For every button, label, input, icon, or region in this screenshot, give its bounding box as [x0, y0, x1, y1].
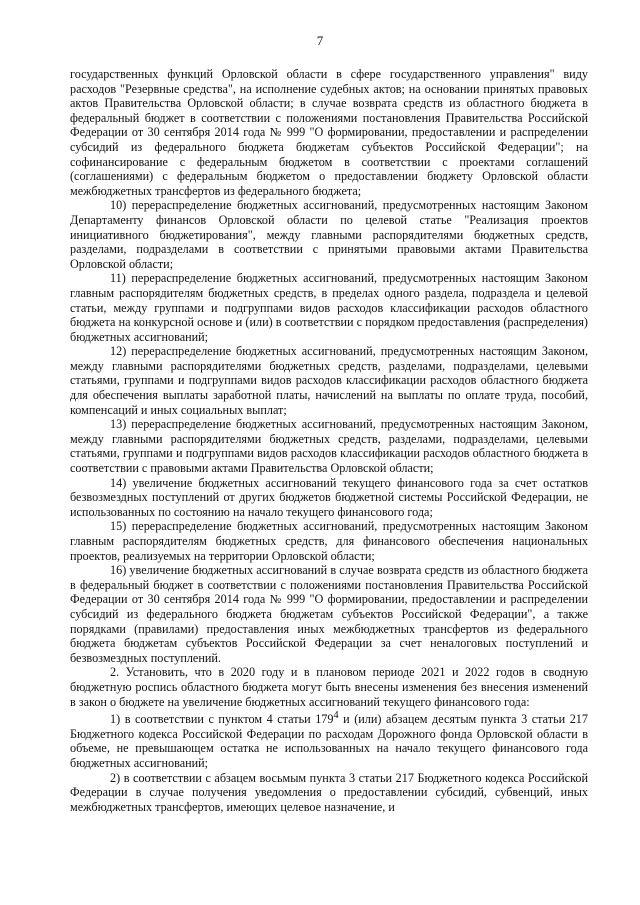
subitem-1-text-after: и (или) абзацем десятым пункта 3 статьи 217 Бюджетного кодекса Российской Федерации по расходам Дорожного фонда Орловской области в объеме, не превышающем остатка не использованных на начало текущего финансового года бюджетных ассигнований;	[70, 712, 588, 770]
paragraph-item-16: 16) увеличение бюджетных ассигнований в случае возврата средств из областного бюджета в федеральный бюджет в соответствии с положениями постановления Правительства Российской Федерации от 30 сентября 2014 года № 999 "О формировании, предоставлении и распределении субсидий из федерального бюджета бюджетам субъектов Российской Федерации", а также порядками (правилами) предоставления иных межбюджетных трансфертов из федерального бюджета бюджетам субъектов Российской Федерации за счет неналоговых поступлений и безвозмездных поступлений.	[70, 563, 588, 665]
paragraph-item-11: 11) перераспределение бюджетных ассигнований, предусмотренных настоящим Законом главным распорядителям бюджетных средств, в пределах одного раздела, подраздела и целевой статьи, между группами и подгруппами видов расходов классификации расходов областного бюджета на конкурсной основе и (или) в соответствии с порядком предоставления (распределения) бюджетных ассигнований;	[70, 271, 588, 344]
paragraph-continuation: государственных функций Орловской области в сфере государственного управления" виду расходов "Резервные средства", на исполнение судебных актов; на основании принятых правовых актов Правительства Орловской области; в случае возврата средств из областного бюджета в федеральный бюджет в соответствии с положениями постановления Правительства Российской Федерации от 30 сентября 2014 года № 999 "О формировании, предоставлении и распределении субсидий из федерального бюджета бюджетам субъектов Российской Федерации"; на софинансирование с федеральным бюджетом в соответствии с проектами соглашений (соглашениями) с федеральным бюджетом о предоставлении бюджету Орловской области межбюджетных трансфертов из федерального бюджета;	[70, 67, 588, 198]
paragraph-subitem-2: 2) в соответствии с абзацем восьмым пункта 3 статьи 217 Бюджетного кодекса Российской Федерации в случае получения уведомления о предоставлении субсидий, субвенций, иных межбюджетных трансфертов, имеющих целевое назначение, и	[70, 770, 588, 814]
subitem-1-text-before: 1) в соответствии с пунктом 4 статьи 179	[110, 712, 334, 727]
superscript-4: 4	[333, 710, 339, 722]
paragraph-section-2: 2. Установить, что в 2020 году и в плановом периоде 2021 и 2022 годов в сводную бюджетную роспись областного бюджета могут быть внесены изменения без внесения изменений в закон о бюджете на увеличение бюджетных ассигнований текущего финансового года:	[70, 665, 588, 709]
paragraph-item-15: 15) перераспределение бюджетных ассигнований, предусмотренных настоящим Законом главным распорядителям бюджетных средств, для финансового обеспечения национальных проектов, реализуемых на территории Орловской области;	[70, 519, 588, 563]
page-number: 7	[316, 33, 324, 48]
document-body	[70, 67, 588, 814]
paragraph-subitem-1	[70, 709, 588, 770]
paragraph-item-14: 14) увеличение бюджетных ассигнований текущего финансового года за счет остатков безвозмездных поступлений от других бюджетов бюджетной системы Российской Федерации, не использованных по состоянию на начало текущего финансового года;	[70, 475, 588, 519]
paragraph-item-13: 13) перераспределение бюджетных ассигнований, предусмотренных настоящим Законом, между главными распорядителями бюджетных средств, разделами, подразделами, целевыми статьями, группами и подгруппами видов расходов классификации расходов областного бюджета в соответствии с правовыми актами Правительства Орловской области;	[70, 417, 588, 476]
paragraph-item-10: 10) перераспределение бюджетных ассигнований, предусмотренных настоящим Законом Департаменту финансов Орловской области по целевой статье "Реализация проектов инициативного бюджетирования", между главными распорядителями бюджетных средств, разделами, подразделами в соответствии с принятыми правовыми актами Правительства Орловской области;	[70, 198, 588, 271]
paragraph-item-12: 12) перераспределение бюджетных ассигнований, предусмотренных настоящим Законом, между главными распорядителями бюджетных средств, разделами, подразделами, целевыми статьями, группами и подгруппами видов расходов классификации расходов областного бюджета для обеспечения выплаты заработной платы, начислений на выплаты по оплате труда, пособий, компенсаций и иных социальных выплат;	[70, 344, 588, 417]
